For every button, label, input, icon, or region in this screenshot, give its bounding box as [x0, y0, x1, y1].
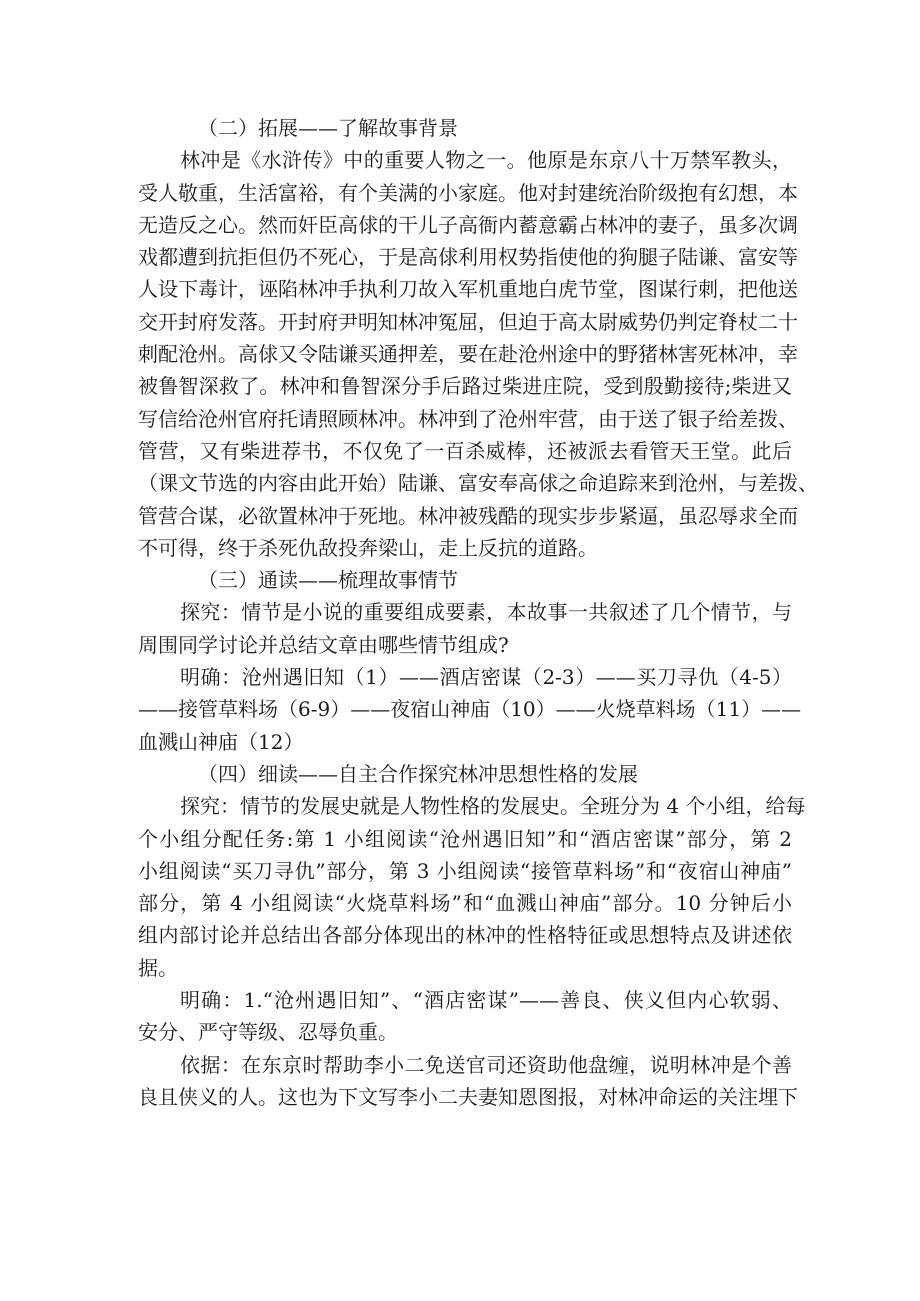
- text-line: 部分，第 4 小组阅读“火烧草料场”和“血溅山神庙”部分。10 分钟后小: [138, 891, 792, 916]
- text-line: 探究：情节的发展史就是人物性格的发展史。全班分为 4 个小组，给每: [180, 794, 806, 819]
- text-line: 交开封府发落。开封府尹明知林冲冤屈，但迫于高太尉威势仍判定脊杖二十: [138, 309, 798, 334]
- text-line: 不可得，终于杀死仇敌投奔梁山，走上反抗的道路。: [138, 535, 598, 560]
- text-line: 人设下毒计，诬陷林冲手执利刀故入军机重地白虎节堂，图谋行刺，把他送: [138, 277, 798, 302]
- text-line: 组内部讨论并总结出各部分体现出的林冲的性格特征或思想特点及讲述依: [138, 923, 792, 948]
- text-line: 明确：沧州遇旧知（1）——酒店密谋（2-3）——买刀寻仇（4-5）: [180, 665, 792, 690]
- text-line: 良且侠义的人。这也为下文写李小二夫妻知恩图报，对林冲命运的关注埋下: [138, 1084, 798, 1109]
- text-line: 写信给沧州官府托请照顾林冲。林冲到了沧州牢营，由于送了银子给差拨、: [138, 406, 798, 431]
- text-line: 刺配沧州。高俅又令陆谦买通押差，要在赴沧州途中的野猪林害死林冲，幸: [138, 342, 798, 367]
- text-line: （二）拓展——了解故事背景: [198, 116, 458, 140]
- text-line: 血溅山神庙（12）: [138, 729, 304, 754]
- text-line: 被鲁智深救了。林冲和鲁智深分手后路过柴进庄院，受到殷勤接待;柴进又: [138, 374, 792, 399]
- text-line: 依据：在东京时帮助李小二免送官司还资助他盘缠，说明林冲是个善: [180, 1052, 792, 1077]
- text-line: 安分、严守等级、忍辱负重。: [138, 1020, 398, 1045]
- text-line: 林冲是《水浒传》中的重要人物之一。他原是东京八十万禁军教头，: [180, 148, 792, 173]
- text-line: （四）细读——自主合作探究林冲思想性格的发展: [198, 761, 638, 786]
- text-line: 管营合谋，必欲置林冲于死地。林冲被残酷的现实步步紧逼，虽忍辱求全而: [138, 503, 798, 528]
- text-line: 无造反之心。然而奸臣高俅的干儿子高衙内蓄意霸占林冲的妻子，虽多次调: [138, 212, 798, 237]
- text-line: 个小组分配任务:第 1 小组阅读“沧州遇旧知”和“酒店密谋”部分，第 2: [138, 826, 792, 851]
- text-line: 小组阅读“买刀寻仇”部分，第 3 小组阅读“接管草料场”和“夜宿山神庙”: [138, 858, 792, 883]
- text-line: 管营，又有柴进荐书，不仅免了一百杀威棒，还被派去看管天王堂。此后: [138, 438, 792, 463]
- text-line: 据。: [138, 955, 178, 980]
- text-line: 探究：情节是小说的重要组成要素，本故事一共叙述了几个情节，与: [180, 600, 792, 625]
- text-line: 受人敬重，生活富裕，有个美满的小家庭。他对封建统治阶级抱有幻想，本: [138, 180, 798, 205]
- text-line: 戏都遭到抗拒但仍不死心，于是高俅利用权势指使他的狗腿子陆谦、富安等: [138, 245, 798, 270]
- document-page: [138, 112, 818, 1113]
- text-line: 周围同学讨论并总结文章由哪些情节组成?: [138, 632, 509, 657]
- text-line: 明确：1.“沧州遇旧知”、“酒店密谋”——善良、侠义但内心软弱、: [180, 988, 792, 1013]
- text-line: （课文节选的内容由此开始）陆谦、富安奉高俅之命追踪来到沧州，与差拨、: [138, 471, 818, 496]
- text-line: ——接管草料场（6-9）——夜宿山神庙（10）——火烧草料场（11）——: [138, 697, 802, 722]
- text-line: （三）通读——梳理故事情节: [198, 568, 458, 593]
